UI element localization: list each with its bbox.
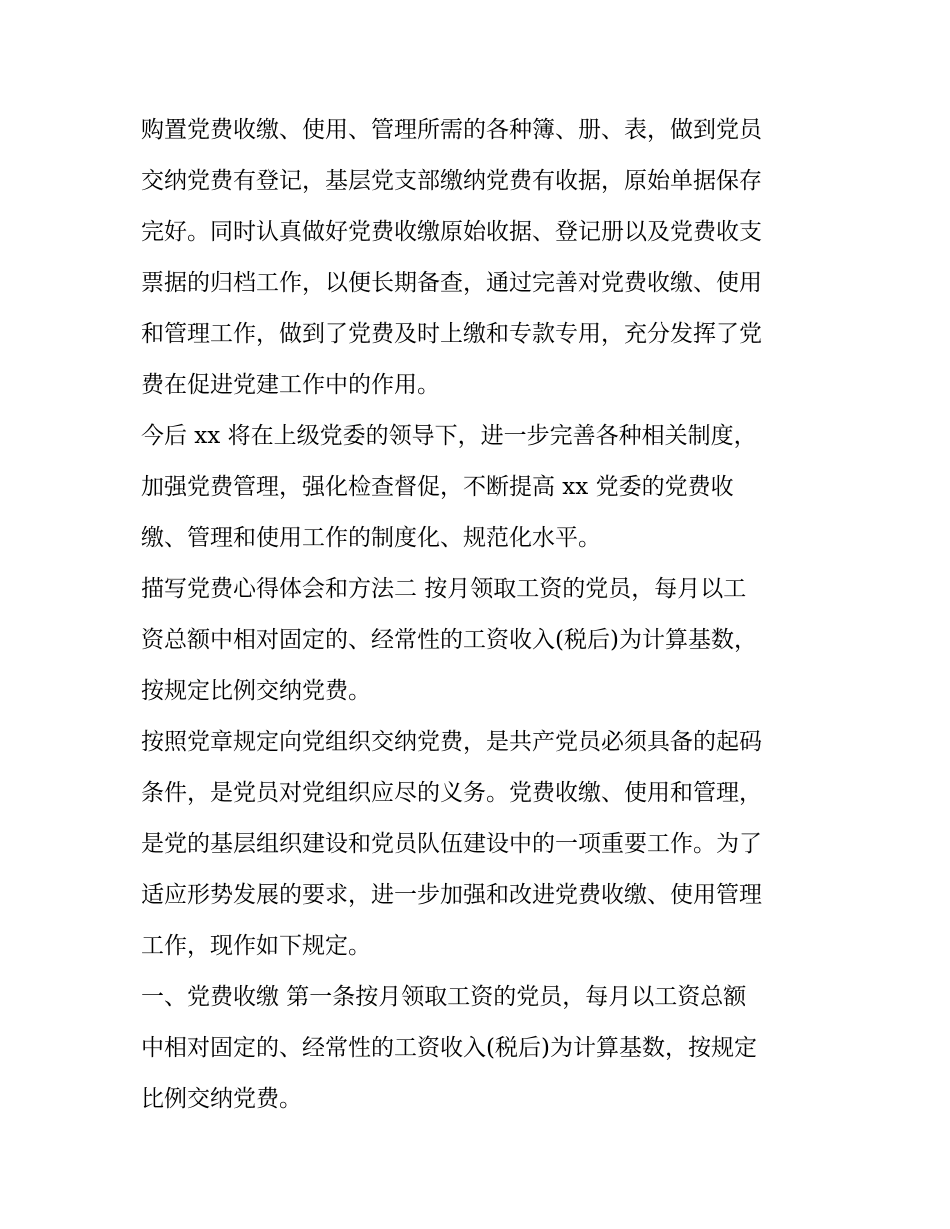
text-line: 描写党费心得体会和方法二 按月领取工资的党员，每月以工 [141,576,747,602]
text-line: 资总额中相对固定的、经常性的工资收入(税后)为计算基数， [141,627,757,653]
paragraph-3 [141,564,821,717]
text-line: 一、党费收缴 第一条按月领取工资的党员，每月以工资总额 [141,984,747,1010]
text-line: 条件，是党员对党组织应尽的义务。党费收缴、使用和管理， [141,780,762,806]
text-line: 票据的归档工作，以便长期备查，通过完善对党费收缴、使用 [141,270,762,296]
text-line: 按照党章规定向党组织交纳党费，是共产党员必须具备的起码 [141,729,762,755]
paragraph-2 [141,411,821,564]
text-line: 加强党费管理，强化检查督促，不断提高 xx 党委的党费收 [141,474,734,500]
text-line: 适应形势发展的要求，进一步加强和改进党费收缴、使用管理 [141,882,762,908]
text-line: 和管理工作，做到了党费及时上缴和专款专用，充分发挥了党 [141,321,762,347]
paragraph-1 [141,105,821,411]
text-line: 费在促进党建工作中的作用。 [141,372,440,398]
text-line: 是党的基层组织建设和党员队伍建设中的一项重要工作。为了 [141,831,762,857]
text-line: 工作，现作如下规定。 [141,933,371,959]
text-line: 购置党费收缴、使用、管理所需的各种簿、册、表，做到党员 [141,117,762,143]
paragraph-5 [141,972,821,1125]
text-line: 缴、管理和使用工作的制度化、规范化水平。 [141,525,601,551]
text-line: 交纳党费有登记，基层党支部缴纳党费有收据，原始单据保存 [141,168,762,194]
document-page [141,105,821,1125]
text-line: 完好。同时认真做好党费收缴原始收据、登记册以及党费收支 [141,219,762,245]
text-line: 中相对固定的、经常性的工资收入(税后)为计算基数，按规定 [141,1035,757,1061]
paragraph-4 [141,717,821,972]
text-line: 按规定比例交纳党费。 [141,678,371,704]
text-line: 今后 xx 将在上级党委的领导下，进一步完善各种相关制度， [141,423,757,449]
text-line: 比例交纳党费。 [141,1086,302,1112]
